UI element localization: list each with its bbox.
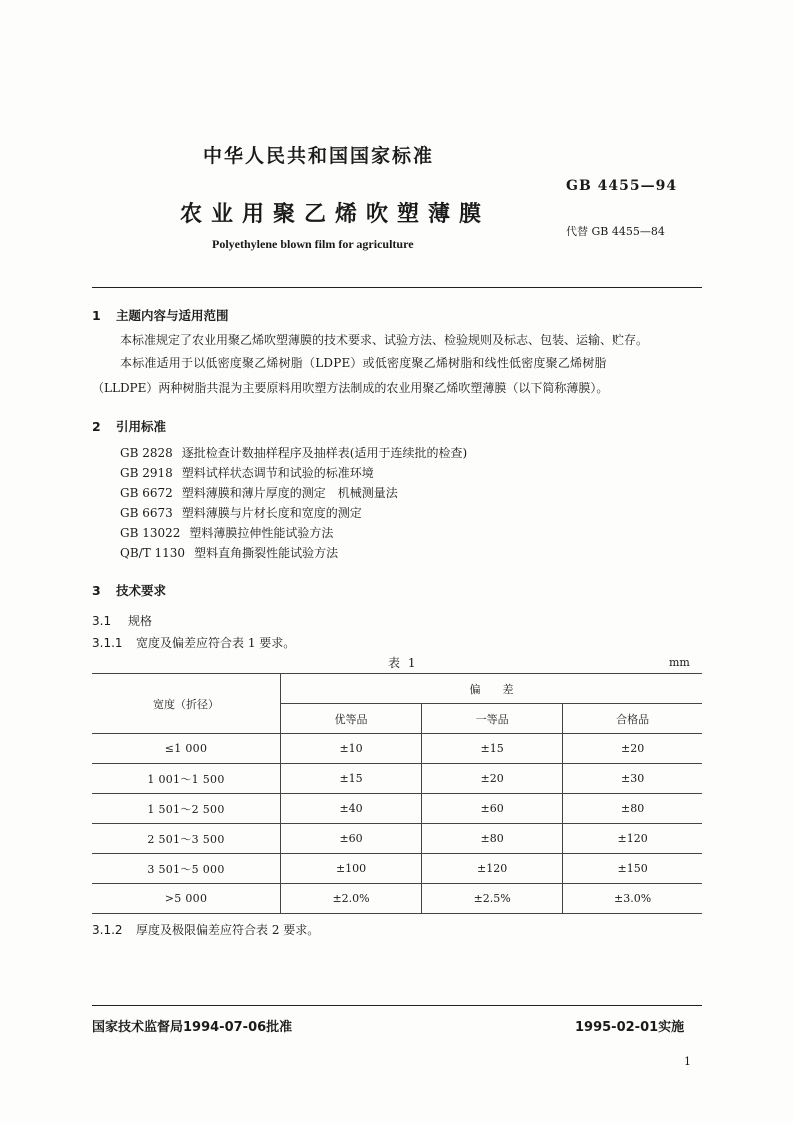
value-cell: ±2.0% bbox=[281, 884, 422, 914]
value-cell: ±150 bbox=[563, 854, 702, 884]
standard-code: GB 4455—94 bbox=[566, 178, 678, 194]
section-number: 3 bbox=[92, 583, 101, 598]
table-1-caption: 表 1 bbox=[388, 656, 418, 670]
width-cell: 2 501～3 500 bbox=[92, 824, 281, 854]
bottom-divider bbox=[92, 1005, 702, 1006]
reference-code: GB 6673 bbox=[120, 506, 173, 520]
subsection-3-1-2 bbox=[92, 921, 319, 938]
page-number: 1 bbox=[684, 1055, 691, 1068]
top-divider bbox=[92, 287, 702, 288]
value-cell: ±20 bbox=[422, 764, 563, 794]
section-1-paragraph-2-line-1: 本标准适用于以低密度聚乙烯树脂（LDPE）或低密度聚乙烯树脂和线性低密度聚乙烯树脂 bbox=[120, 356, 607, 370]
value-cell: ±60 bbox=[422, 794, 563, 824]
table-row bbox=[92, 734, 702, 764]
table-1-unit: mm bbox=[669, 656, 690, 669]
table-row bbox=[92, 884, 702, 914]
subsection-number: 3.1 bbox=[92, 614, 112, 628]
implementation-date: 1995-02-01实施 bbox=[575, 1020, 685, 1035]
value-cell: ±80 bbox=[422, 824, 563, 854]
section-2-heading bbox=[92, 417, 166, 435]
subsection-number: 3.1.1 bbox=[92, 636, 123, 650]
value-cell: ±10 bbox=[281, 734, 422, 764]
reference-item bbox=[120, 483, 467, 503]
table-row bbox=[92, 764, 702, 794]
value-cell: ±15 bbox=[422, 734, 563, 764]
value-cell: ±120 bbox=[563, 824, 702, 854]
reference-code: GB 13022 bbox=[120, 526, 181, 540]
header-width: 宽度（折径） bbox=[92, 674, 281, 734]
subsection-3-1 bbox=[92, 612, 152, 629]
header-grade-first: 一等品 bbox=[422, 704, 563, 734]
width-cell: >5 000 bbox=[92, 884, 281, 914]
width-cell: ≤1 000 bbox=[92, 734, 281, 764]
width-cell: 3 501～5 000 bbox=[92, 854, 281, 884]
replaces-note: 代替 GB 4455—84 bbox=[566, 225, 665, 238]
reference-title: 塑料薄膜拉伸性能试验方法 bbox=[189, 526, 334, 540]
section-1-paragraph-1: 本标准规定了农业用聚乙烯吹塑薄膜的技术要求、试验方法、检验规则及标志、包装、运输、贮存。 bbox=[120, 333, 649, 347]
section-title: 技术要求 bbox=[116, 583, 167, 598]
value-cell: ±40 bbox=[281, 794, 422, 824]
header-deviation: 偏 差 bbox=[281, 674, 703, 704]
subsection-text: 厚度及极限偏差应符合表 2 要求。 bbox=[136, 923, 320, 937]
section-title: 引用标准 bbox=[116, 419, 167, 434]
value-cell: ±100 bbox=[281, 854, 422, 884]
document-title: 农业用聚乙烯吹塑薄膜 bbox=[180, 202, 491, 227]
subsection-3-1-1 bbox=[92, 634, 295, 651]
header-grade-qualified: 合格品 bbox=[563, 704, 702, 734]
value-cell: ±120 bbox=[422, 854, 563, 884]
reference-title: 塑料试样状态调节和试验的标准环境 bbox=[181, 466, 374, 480]
value-cell: ±30 bbox=[563, 764, 702, 794]
value-cell: ±80 bbox=[563, 794, 702, 824]
table-row bbox=[92, 824, 702, 854]
reference-code: QB/T 1130 bbox=[120, 546, 186, 560]
reference-title: 塑料直角撕裂性能试验方法 bbox=[194, 546, 339, 560]
value-cell: ±2.5% bbox=[422, 884, 563, 914]
value-cell: ±15 bbox=[281, 764, 422, 794]
section-number: 2 bbox=[92, 419, 101, 434]
width-deviation-table bbox=[92, 673, 702, 914]
table-row bbox=[92, 794, 702, 824]
reference-title: 逐批检查计数抽样程序及抽样表(适用于连续批的检查) bbox=[181, 446, 468, 460]
section-title: 主题内容与适用范围 bbox=[116, 308, 229, 323]
reference-list bbox=[120, 443, 467, 563]
value-cell: ±60 bbox=[281, 824, 422, 854]
reference-code: GB 2828 bbox=[120, 446, 173, 460]
subsection-text: 规格 bbox=[128, 614, 153, 628]
national-standard-heading: 中华人民共和国国家标准 bbox=[203, 145, 435, 167]
subsection-text: 宽度及偏差应符合表 1 要求。 bbox=[136, 636, 296, 650]
section-1-paragraph-2-line-2: （LLDPE）两种树脂共混为主要原料用吹塑方法制成的农业用聚乙烯吹塑薄膜（以下简称薄膜）。 bbox=[92, 381, 609, 395]
reference-code: GB 6672 bbox=[120, 486, 173, 500]
section-1-heading bbox=[92, 306, 229, 324]
section-3-heading bbox=[92, 581, 166, 599]
reference-item bbox=[120, 463, 467, 483]
reference-code: GB 2918 bbox=[120, 466, 173, 480]
reference-item bbox=[120, 503, 467, 523]
subsection-number: 3.1.2 bbox=[92, 923, 123, 937]
width-cell: 1 001～1 500 bbox=[92, 764, 281, 794]
reference-title: 塑料薄膜与片材长度和宽度的测定 bbox=[181, 506, 362, 520]
value-cell: ±3.0% bbox=[563, 884, 702, 914]
value-cell: ±20 bbox=[563, 734, 702, 764]
width-cell: 1 501～2 500 bbox=[92, 794, 281, 824]
reference-item bbox=[120, 523, 467, 543]
english-title: Polyethylene blown film for agriculture bbox=[212, 237, 414, 251]
table-row bbox=[92, 854, 702, 884]
section-number: 1 bbox=[92, 308, 101, 323]
reference-item bbox=[120, 443, 467, 463]
table-header-row bbox=[92, 674, 702, 704]
header-grade-superior: 优等品 bbox=[281, 704, 422, 734]
approval-note: 国家技术监督局1994-07-06批准 bbox=[92, 1020, 293, 1035]
reference-item bbox=[120, 543, 467, 563]
reference-title: 塑料薄膜和薄片厚度的测定 机械测量法 bbox=[181, 486, 398, 500]
